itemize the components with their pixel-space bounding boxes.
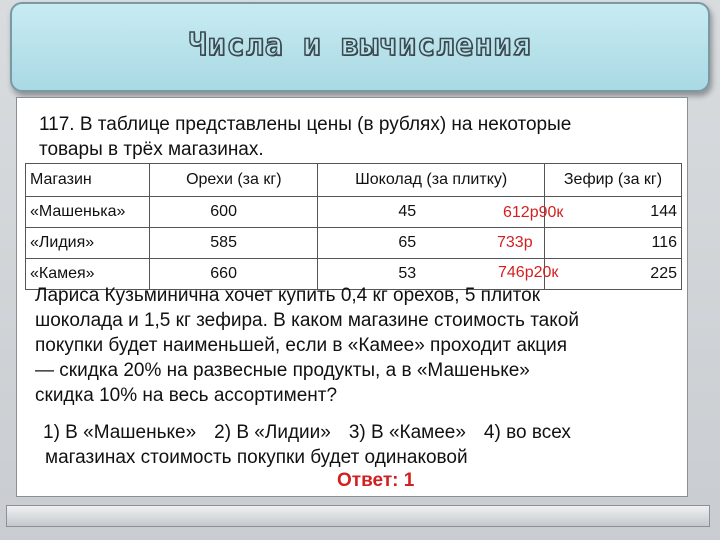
option-2: 2) В «Лидии» [214, 422, 331, 443]
handwritten-annotation: 612р90к [503, 204, 564, 221]
problem-statement [39, 112, 679, 162]
option-4: 4) во всех [483, 422, 571, 443]
cell-nuts: 585 [150, 228, 318, 259]
cell-chocolate: 65 [318, 228, 545, 259]
condition-line: шоколада и 1,5 кг зефира. В каком магазине стоимость такой [35, 310, 579, 331]
condition-line: — скидка 20% на развесные продукты, а в «Машеньке» [35, 360, 530, 381]
condition-line: покупки будет наименьшей, если в «Камее» проходит акция [35, 335, 568, 356]
answer-label: Ответ: 1 [337, 470, 415, 491]
content-area [16, 97, 688, 497]
cell-nuts: 660 [150, 259, 318, 290]
problem-line: 117. В таблице представлены цены (в рублях) на некоторые [39, 114, 572, 135]
bottom-bar [6, 505, 710, 527]
header-marshmallow: Зефир (за кг) [544, 164, 681, 197]
header-shop: Магазин [26, 164, 150, 197]
title-banner [10, 2, 710, 92]
table-row [26, 197, 682, 228]
price-table [25, 163, 682, 290]
cell-nuts: 600 [150, 197, 318, 228]
table-row [26, 228, 682, 259]
cell-marshmallow: 225 [544, 259, 681, 290]
option-3: 3) В «Камее» [348, 422, 466, 443]
header-nuts: Орехи (за кг) [150, 164, 318, 197]
condition-line: скидка 10% на весь ассортимент? [35, 385, 338, 406]
cell-chocolate: 45 [318, 197, 545, 228]
cell-shop: «Лидия» [26, 228, 150, 259]
cell-marshmallow: 144 [544, 197, 681, 228]
header-chocolate: Шоколад (за плитку) [318, 164, 545, 197]
option-4-continued: магазинах стоимость покупки будет одинаковой [45, 447, 468, 468]
handwritten-annotation: 746р20к [498, 264, 559, 281]
table-header-row [26, 164, 682, 197]
slide-title: Числа и вычисления [188, 28, 532, 63]
condition-line: Лариса Кузьминична хочет купить 0,4 кг орехов, 5 плиток [35, 285, 541, 306]
cell-shop: «Камея» [26, 259, 150, 290]
problem-condition [35, 283, 675, 408]
cell-marshmallow: 116 [544, 228, 681, 259]
answer-options [43, 420, 683, 470]
problem-line: товары в трёх магазинах. [39, 139, 264, 160]
cell-shop: «Машенька» [26, 197, 150, 228]
handwritten-annotation: 733р [497, 234, 533, 251]
cell-chocolate: 53 [318, 259, 545, 290]
option-1: 1) В «Машеньке» [43, 422, 197, 443]
